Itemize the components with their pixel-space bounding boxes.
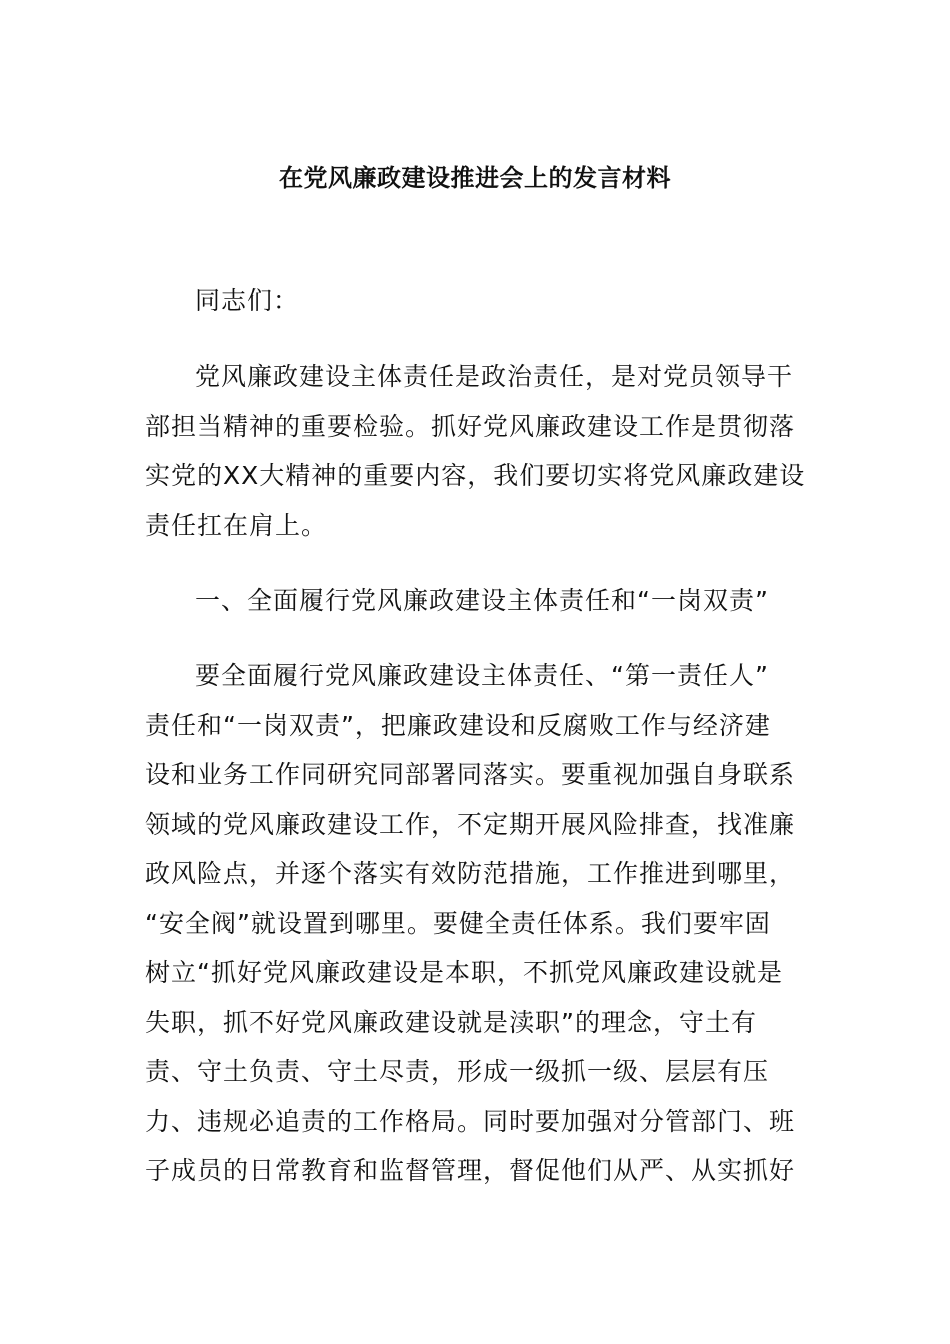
paragraph-line: 子成员的日常教育和监督管理，督促他们从严、从实抓好 [145,1156,796,1185]
paragraph-line: 领域的党风廉政建设工作，不定期开展风险排查，找准廉 [145,809,796,839]
paragraph-line: 部担当精神的重要检验。抓好党风廉政建设工作是贯彻落 [145,411,796,441]
section-heading: 一、全面履行党风廉政建设主体责任和“一岗双责” [195,586,769,615]
paragraph-line: 责任和“一岗双责”，把廉政建设和反腐败工作与经济建 [145,710,771,740]
paragraph-line: 树立“抓好党风廉政建设是本职，不抓党风廉政建设就是 [145,958,783,987]
salutation-block [145,276,810,326]
paragraph-line: “安全阀”就设置到哪里。要健全责任体系。我们要牢固 [145,908,771,938]
paragraph-line: 失职，抓不好党风廉政建设就是渎职”的理念，守土有 [145,1007,757,1037]
paragraph-line: 政风险点，并逐个落实有效防范措施，工作推进到哪里， [145,859,796,888]
intro-paragraph [145,352,810,550]
paragraph-line: 责任扛在肩上。 [145,510,328,540]
salutation: 同志们： [195,286,300,315]
document-title: 在党风廉政建设推进会上的发言材料 [279,164,671,192]
paragraph-line: 责、守土负责、守土尽责，形成一级抓一级、层层有压 [145,1057,770,1086]
section-paragraph [145,651,810,1196]
paragraph-line: 党风廉政建设主体责任是政治责任，是对党员领导干 [195,362,794,391]
paragraph-line: 实党的XX大精神的重要内容，我们要切实将党风廉政建设 [145,461,806,490]
section-heading-block [145,576,810,626]
paragraph-line: 设和业务工作同研究同部署同落实。要重视加强自身联系 [145,760,796,789]
paragraph-line: 要全面履行党风廉政建设主体责任、“第一责任人” [195,661,769,690]
paragraph-line: 力、违规必追责的工作格局。同时要加强对分管部门、班 [145,1106,796,1136]
